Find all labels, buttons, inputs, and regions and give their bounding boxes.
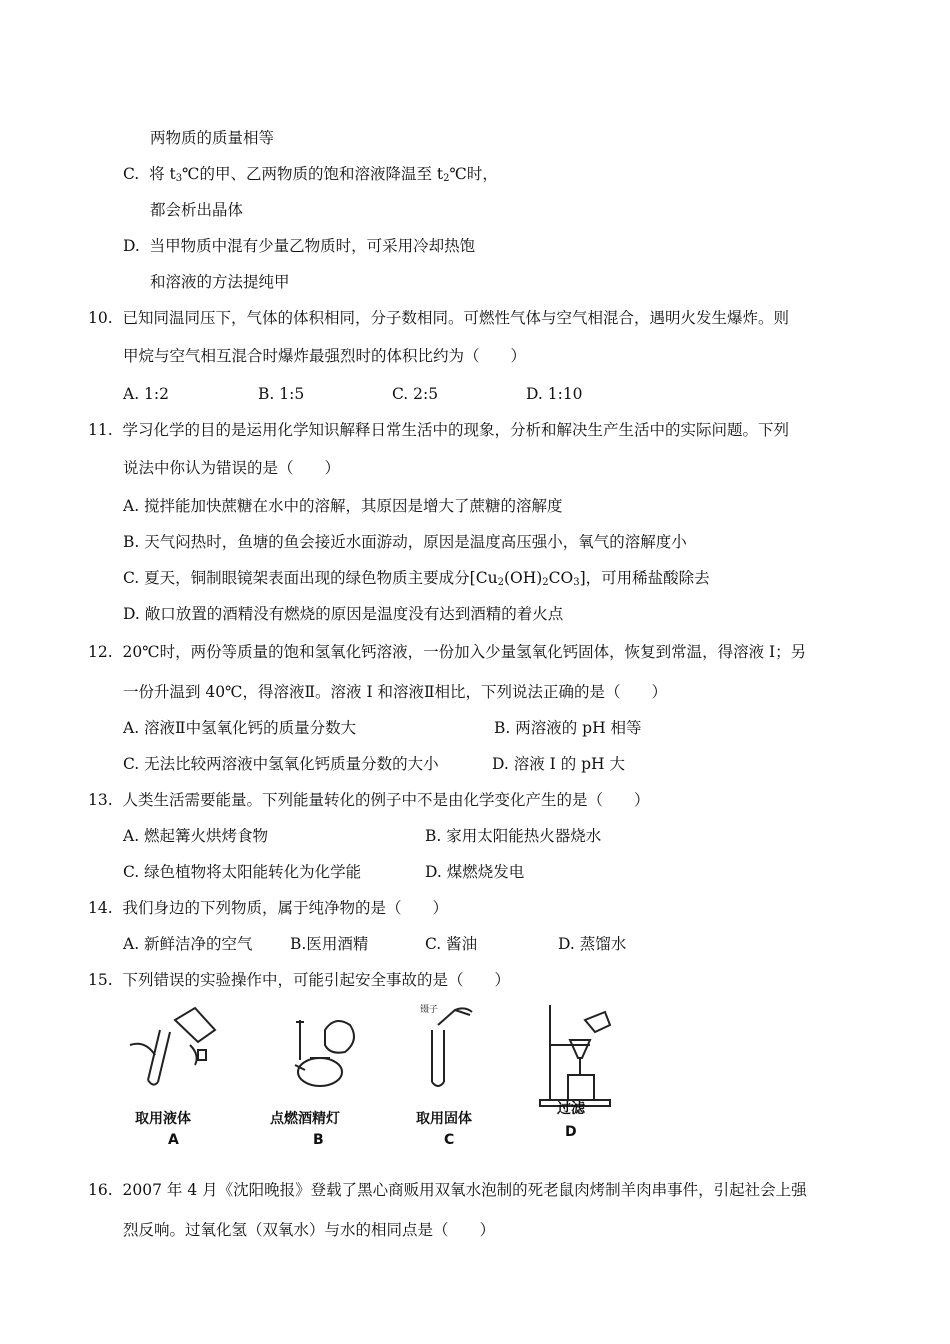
- operation-a-label: 取用液体: [135, 1111, 191, 1127]
- q9-option-c-prefix: C.: [123, 165, 140, 183]
- q14-option-a: A. 新鲜洁净的空气: [123, 935, 253, 953]
- q10-stem-text-1: 已知同温同压下，气体的体积相同，分子数相同。可燃性气体与空气相混合，遇明火发生爆炸。则: [122, 309, 790, 327]
- operation-c-label: 取用固体: [416, 1111, 472, 1127]
- q13-stem-text: 人类生活需要能量。下列能量转化的例子中不是由化学变化产生的是（ ）: [122, 791, 650, 809]
- q11-option-d: D. 敞口放置的酒精没有燃烧的原因是温度没有达到酒精的着火点: [123, 605, 564, 623]
- operation-c-drawing: [420, 1003, 472, 1086]
- q13-option-c: C. 绿色植物将太阳能转化为化学能: [123, 863, 362, 881]
- operation-b-drawing: [295, 1020, 354, 1086]
- q11-option-c-sub-3: 3: [573, 577, 580, 588]
- operation-b-label: 点燃酒精灯: [270, 1111, 340, 1127]
- q11-option-c-text-4: ]，可用稀盐酸除去: [579, 569, 710, 587]
- q12-stem-text-1: 20℃时，两份等质量的饱和氢氧化钙溶液，一份加入少量氢氧化钙固体，恢复到常温，得溶液 I；另: [122, 643, 807, 661]
- q9-option-c-sub-2: 2: [443, 173, 450, 184]
- q16-stem-line-2: 烈反响。过氧化氢（双氧水）与水的相同点是（ ）: [123, 1221, 496, 1239]
- q14-option-b: B.医用酒精: [290, 935, 369, 953]
- q11-option-c-text-2: (OH): [503, 569, 543, 587]
- q10-number: 10.: [88, 309, 113, 327]
- q9-option-c-text-1: 将 t: [149, 165, 176, 183]
- q15-number: 15.: [88, 971, 113, 989]
- q12-stem-line-2: 一份升温到 40℃，得溶液Ⅱ。溶液 I 和溶液Ⅱ相比，下列说法正确的是（ ）: [123, 683, 668, 701]
- q9-option-c-text-2: ℃的甲、乙两物质的饱和溶液降温至 t: [182, 165, 444, 183]
- q12-option-b: B. 两溶液的 pH 相等: [494, 719, 642, 737]
- q11-stem-line-2: 说法中你认为错误的是（ ）: [123, 459, 341, 477]
- q11-option-c-text-3: CO: [548, 569, 574, 587]
- q14-number: 14.: [88, 899, 113, 917]
- q9-option-d: [123, 236, 475, 256]
- q14-stem: [88, 898, 448, 918]
- svg-text:镊子: 镊子: [420, 1005, 439, 1015]
- q11-option-a: A. 搅拌能加快蔗糖在水中的溶解，其原因是增大了蔗糖的溶解度: [123, 497, 563, 515]
- q10-option-a: A. 1:2: [123, 385, 169, 403]
- q16-stem-line-1: [88, 1180, 807, 1200]
- q14-option-c: C. 酱油: [425, 935, 478, 953]
- q15-figure: [120, 1000, 640, 1160]
- q15-stem-text: 下列错误的实验操作中，可能引起安全事故的是（ ）: [122, 971, 511, 989]
- q13-option-a: A. 燃起篝火烘烤食物: [123, 827, 269, 845]
- q12-number: 12.: [88, 643, 113, 661]
- q9-option-b-continuation: 两物质的质量相等: [150, 129, 275, 147]
- q9-option-c-line-2: 都会析出晶体: [150, 201, 244, 219]
- q12-stem-line-1: [88, 642, 806, 662]
- q12-option-d: D. 溶液 I 的 pH 大: [492, 755, 625, 773]
- q10-stem-line-2: 甲烷与空气相互混合时爆炸最强烈时的体积比约为（ ）: [123, 347, 527, 365]
- q9-option-d-text: 当甲物质中混有少量乙物质时，可采用冷却热饱: [149, 237, 476, 255]
- q10-stem-line-1: [88, 308, 789, 328]
- q9-option-d-line-2: 和溶液的方法提纯甲: [150, 273, 290, 291]
- q10-option-c: C. 2:5: [392, 385, 439, 403]
- q12-option-a: A. 溶液Ⅱ中氢氧化钙的质量分数大: [123, 719, 357, 737]
- q14-option-d: D. 蒸馏水: [558, 935, 627, 953]
- operation-a-letter: A: [168, 1132, 179, 1148]
- q16-number: 16.: [88, 1181, 113, 1199]
- q11-number: 11.: [88, 421, 113, 439]
- q11-option-b: B. 天气闷热时，鱼塘的鱼会接近水面游动，原因是温度高压强小，氧气的溶解度小: [123, 533, 687, 551]
- q11-option-c: [123, 568, 710, 588]
- q10-option-b: B. 1:5: [258, 385, 305, 403]
- q9-option-c-sub-1: 3: [175, 173, 183, 184]
- operation-d-drawing: [540, 1005, 610, 1106]
- q10-option-d: D. 1:10: [526, 385, 583, 403]
- q11-stem-line-1: [88, 420, 789, 440]
- operation-a-drawing: [130, 1008, 215, 1085]
- q11-option-c-text-1: C. 夏天，铜制眼镜架表面出现的绿色物质主要成分[Cu: [123, 569, 498, 587]
- q13-option-d: D. 煤燃烧发电: [425, 863, 525, 881]
- operation-d-letter: D: [565, 1124, 577, 1140]
- q9-option-d-prefix: D.: [123, 237, 140, 255]
- operation-b-letter: B: [313, 1132, 324, 1148]
- q13-option-b: B. 家用太阳能热火器烧水: [425, 827, 602, 845]
- q12-option-c: C. 无法比较两溶液中氢氧化钙质量分数的大小: [123, 755, 439, 773]
- lab-operations-illustration: [120, 1000, 640, 1160]
- q16-stem-text-1: 2007 年 4 月《沈阳晚报》登载了黑心商贩用双氧水泡制的死老鼠肉烤制羊肉串事件，引起社会上强: [122, 1181, 807, 1199]
- q13-number: 13.: [88, 791, 113, 809]
- operation-d-label: 过滤: [557, 1101, 585, 1117]
- q11-option-c-sub-2: 2: [542, 577, 549, 588]
- q9-option-c-text-3: ℃时，: [449, 165, 498, 183]
- q13-stem: [88, 790, 650, 810]
- q15-stem: [88, 970, 510, 990]
- q9-option-c: [123, 164, 498, 184]
- q14-stem-text: 我们身边的下列物质，属于纯净物的是（ ）: [122, 899, 449, 917]
- q11-stem-text-1: 学习化学的目的是运用化学知识解释日常生活中的现象，分析和解决生产生活中的实际问题。下列: [122, 421, 790, 439]
- operation-c-letter: C: [444, 1132, 455, 1148]
- q11-option-c-sub-1: 2: [497, 577, 504, 588]
